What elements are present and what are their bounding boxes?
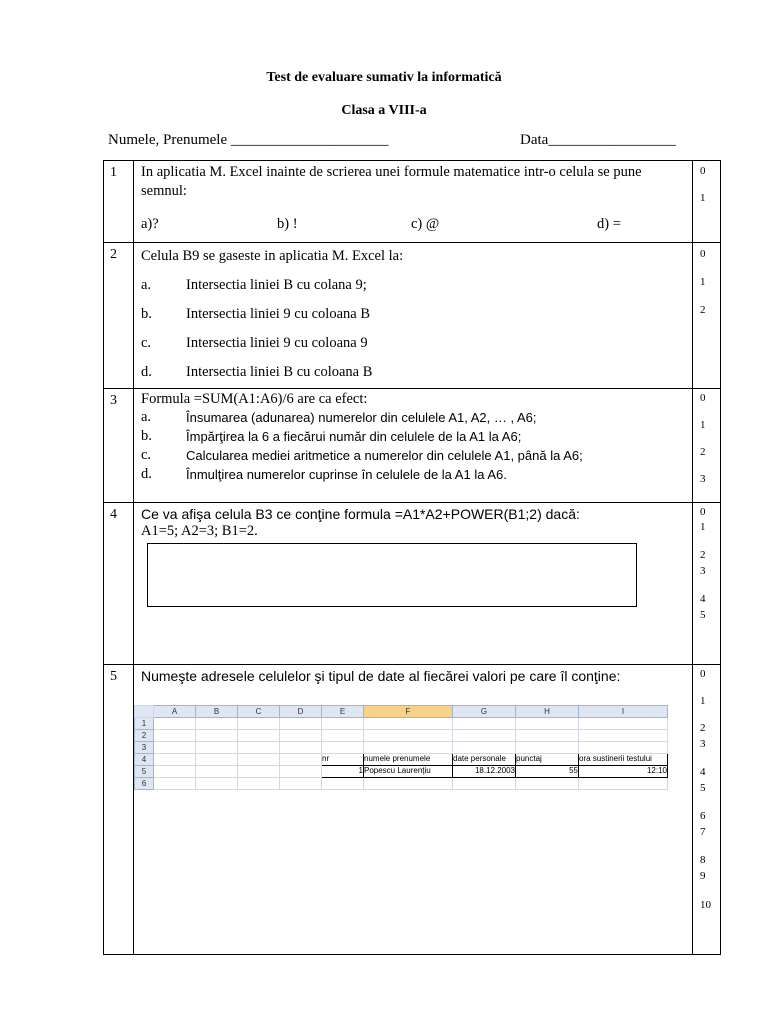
question-row-3 [104,389,721,503]
excel-col-header: C [238,706,280,718]
option-d-text: Înmulţirea numerelor cuprinse în celulele de la A1 la A6. [186,467,507,482]
score-value: 6 [700,810,706,822]
score-value: 10 [700,899,711,911]
date-field: Data_________________ [520,132,676,148]
question-number: 4 [104,503,134,665]
option-c-letter: c. [141,447,152,463]
option-a-letter: a. [141,409,152,425]
question-row-1 [104,161,721,243]
option-b-letter: b. [141,428,152,444]
excel-corner [135,706,154,718]
excel-col-header: A [154,706,196,718]
option-d-text: Intersectia liniei B cu coloana B [186,364,373,380]
score-value: 3 [700,473,706,485]
excel-cell: 12:10 [579,766,668,778]
score-value: 0 [700,668,706,680]
score-value: 1 [700,521,706,533]
excel-row [135,718,668,730]
score-cell [693,243,721,389]
option-d: d) = [597,216,621,232]
score-value: 2 [700,549,706,561]
question-values: A1=5; A2=3; B1=2. [141,523,258,539]
excel-row [135,766,668,778]
score-cell [693,389,721,503]
option-c-text: Calcularea mediei aritmetice a numerelor din celulele A1, până la A6; [186,448,583,463]
score-value: 0 [700,248,706,260]
excel-col-header: B [196,706,238,718]
test-table [103,160,721,955]
question-row-4 [104,503,721,665]
score-value: 1 [700,192,706,204]
score-value: 1 [700,419,706,431]
excel-cell: date personale [453,754,516,766]
option-b-text: Împărţirea la 6 a fiecărui număr din celulele de la A1 la A6; [186,429,522,444]
excel-cell: 1 [322,766,364,778]
score-cell [693,503,721,665]
score-value: 2 [700,304,706,316]
option-b-text: Intersectia liniei 9 cu coloana B [186,306,370,322]
excel-row [135,778,668,790]
score-value: 8 [700,854,706,866]
question-text-cont: semnul: [141,183,187,199]
excel-col-header: H [516,706,579,718]
score-value: 1 [700,695,706,707]
excel-col-header: E [322,706,364,718]
score-value: 5 [700,782,706,794]
option-d-letter: d. [141,364,152,380]
question-text: Celula B9 se gaseste in aplicatia M. Excel la: [141,248,404,264]
excel-row-header: 3 [135,742,154,754]
excel-screenshot [134,705,686,797]
option-a-text: Însumarea (adunarea) numerelor din celulele A1, A2, … , A6; [186,410,537,425]
score-value: 1 [700,276,706,288]
question-text: In aplicatia M. Excel inainte de scrierea unei formule matematice intr-o celula se pune [141,164,642,180]
score-value: 4 [700,766,706,778]
excel-row-header: 5 [135,766,154,778]
score-value: 4 [700,593,706,605]
score-value: 7 [700,826,706,838]
excel-row-header: 4 [135,754,154,766]
score-value: 3 [700,565,706,577]
answer-box[interactable] [147,543,637,607]
excel-cell: ora sustinerii testului [579,754,668,766]
option-a-letter: a. [141,277,152,293]
option-d-letter: d. [141,466,152,482]
option-b: b) ! [277,216,298,232]
excel-cell: 18.12.2003 [453,766,516,778]
score-cell [693,161,721,243]
option-b-letter: b. [141,306,152,322]
option-a-text: Intersectia liniei B cu colana 9; [186,277,367,293]
excel-col-header: F [364,706,453,718]
excel-cell: punctaj [516,754,579,766]
score-value: 0 [700,392,706,404]
name-field: Numele, Prenumele _____________________ [108,132,389,148]
excel-row-header: 2 [135,730,154,742]
excel-cell: numele prenumele [364,754,453,766]
option-c-letter: c. [141,335,152,351]
excel-cell: Popescu Laurenţiu [364,766,453,778]
question-text: Numeşte adresele celulelor şi tipul de date al fiecărei valori pe care îl conţine: [141,668,621,684]
question-number: 5 [104,665,134,955]
question-text: Formula =SUM(A1:A6)/6 are ca efect: [141,391,368,407]
question-text: Ce va afişa celula B3 ce conţine formula =A1*A2+POWER(B1;2) dacă: [141,506,580,522]
option-c: c) @ [411,216,440,232]
class-label: Clasa a VIII-a [341,103,427,118]
excel-row-header: 6 [135,778,154,790]
option-a: a)? [141,216,159,232]
option-c-text: Intersectia liniei 9 cu coloana 9 [186,335,368,351]
score-value: 3 [700,738,706,750]
score-value: 5 [700,609,706,621]
test-title: Test de evaluare sumativ la informatică [266,70,502,85]
excel-row [135,730,668,742]
question-row-2 [104,243,721,389]
score-value: 9 [700,870,706,882]
excel-col-header: D [280,706,322,718]
score-cell [693,665,721,955]
question-number: 3 [104,389,134,503]
excel-cell: nr [322,754,364,766]
excel-col-header: I [579,706,668,718]
excel-col-header: G [453,706,516,718]
score-value: 2 [700,446,706,458]
score-value: 2 [700,722,706,734]
question-number: 1 [104,161,134,243]
excel-cell: 55 [516,766,579,778]
question-number: 2 [104,243,134,389]
excel-row [135,754,668,766]
question-row-5 [104,665,721,955]
score-value: 0 [700,506,706,518]
excel-row [135,742,668,754]
excel-row-header: 1 [135,718,154,730]
score-value: 0 [700,165,706,177]
excel-column-header-row [135,706,668,718]
